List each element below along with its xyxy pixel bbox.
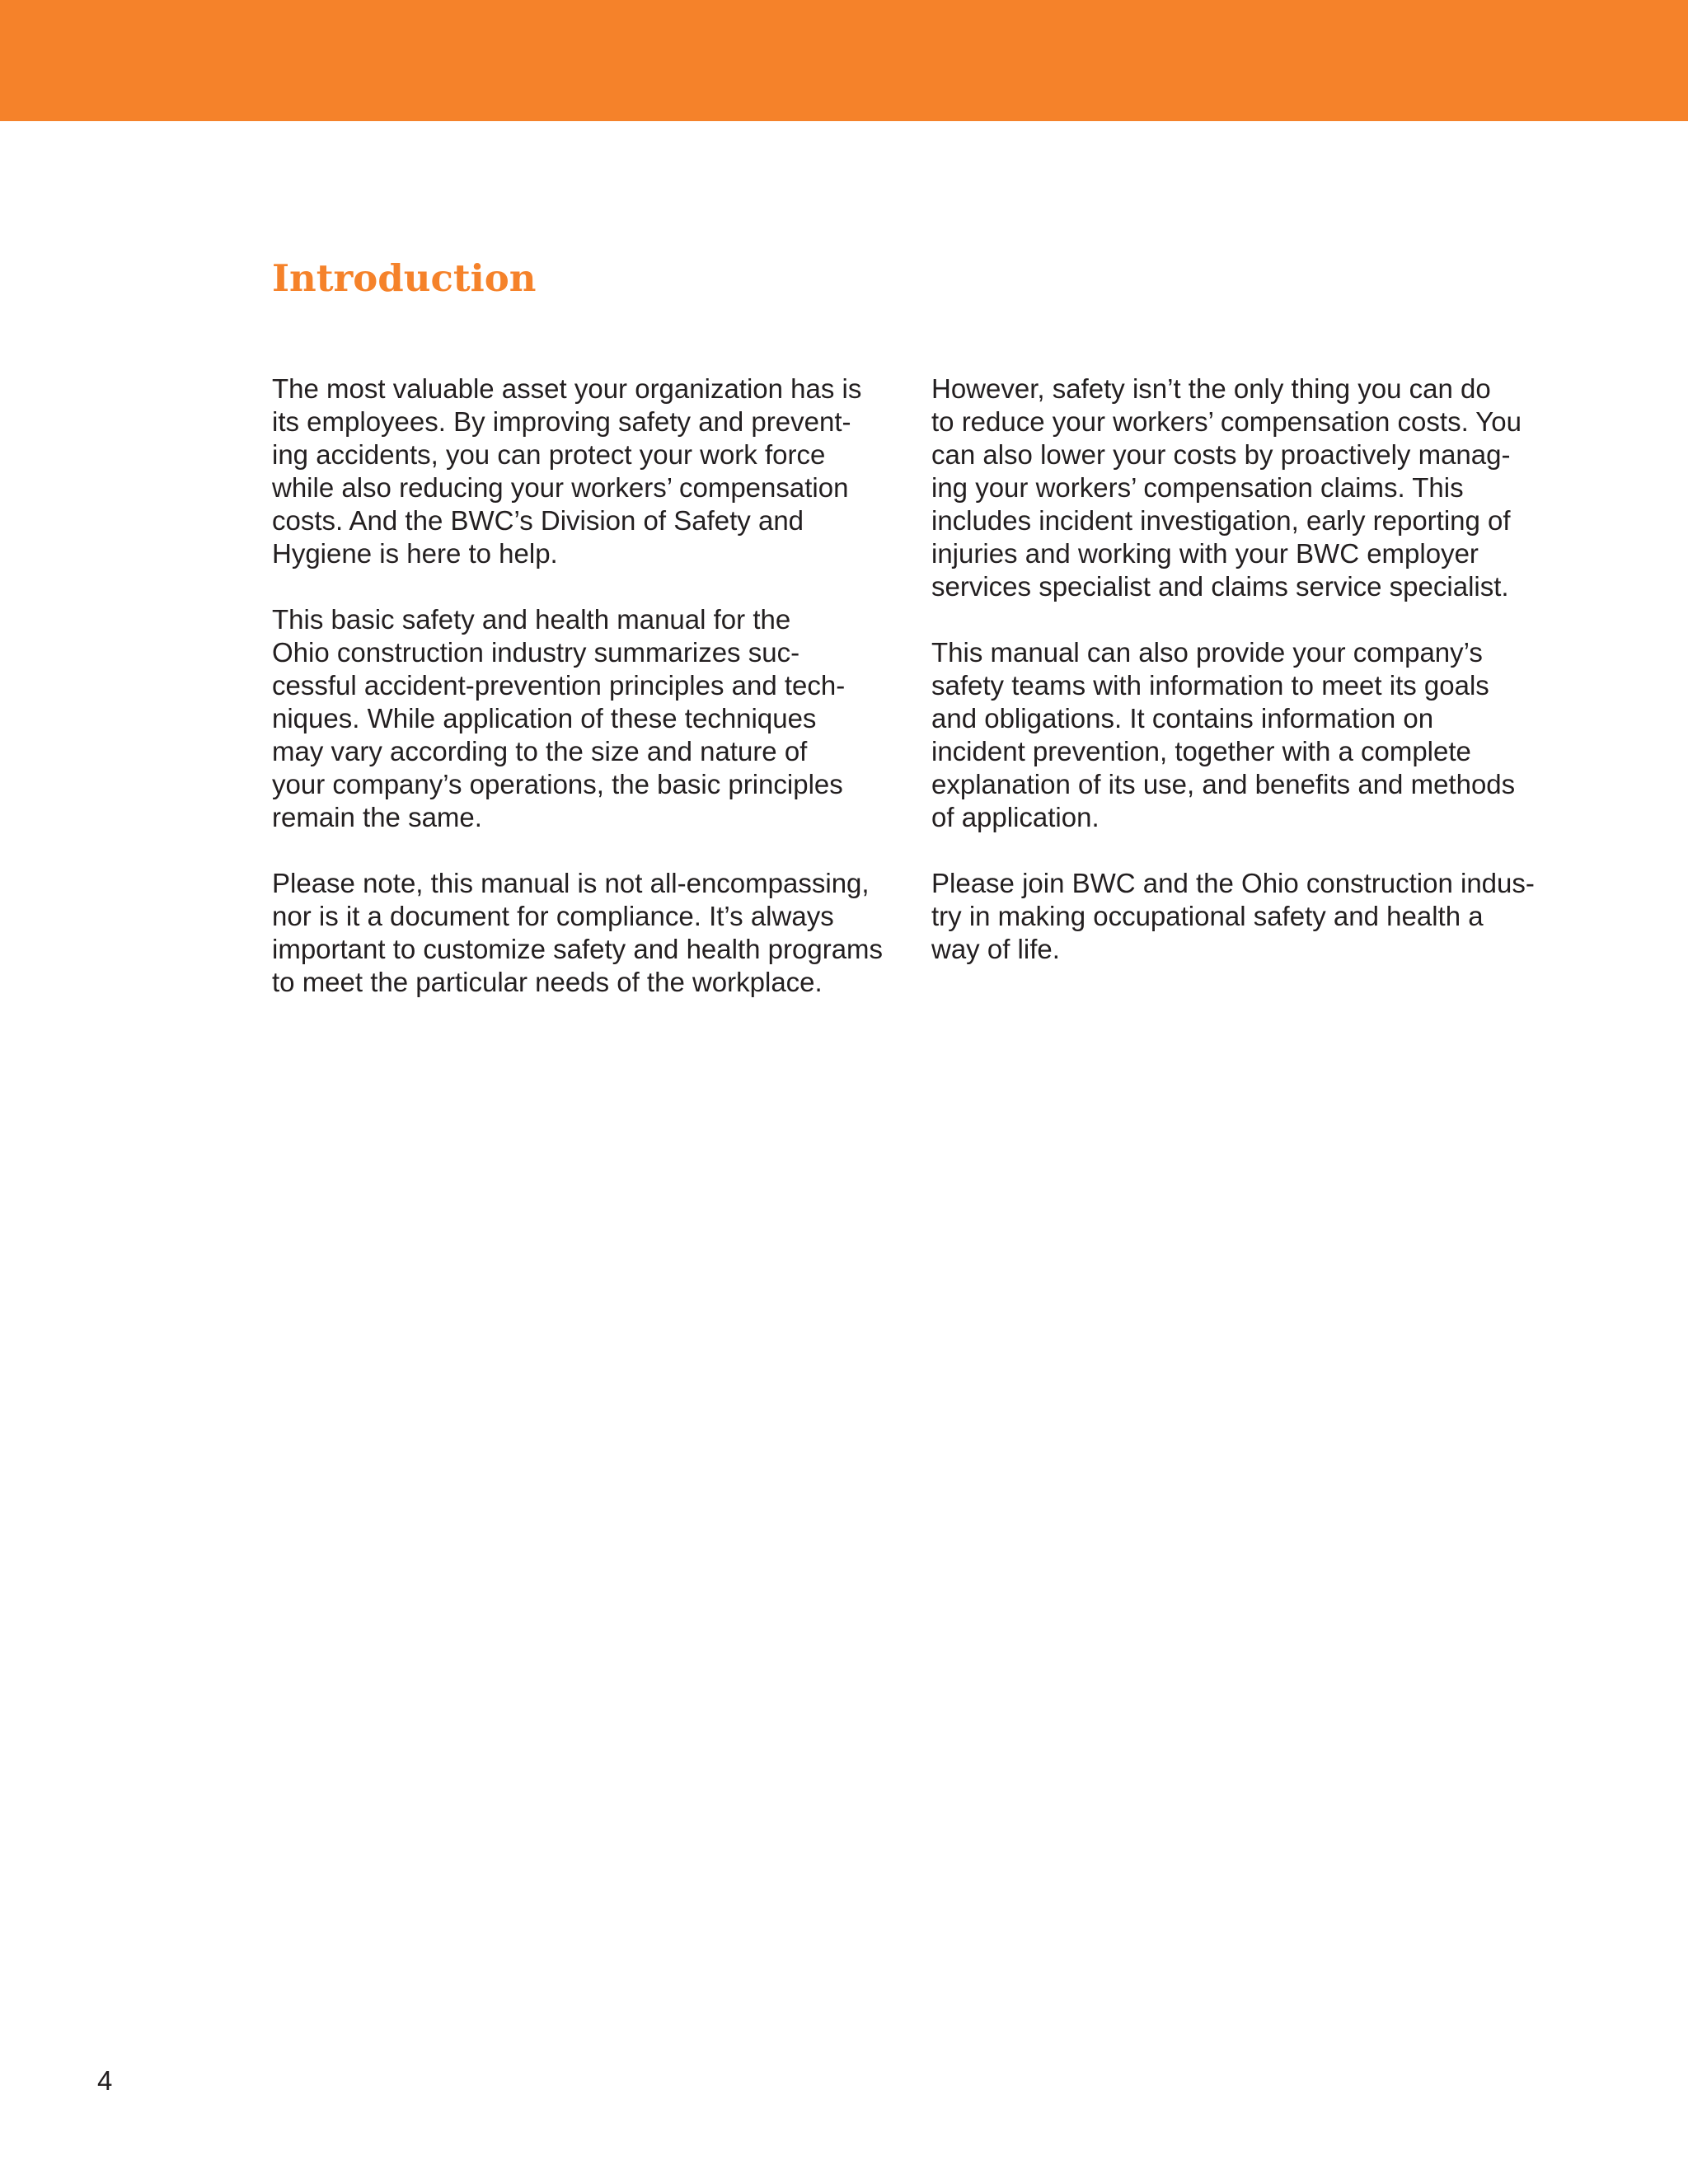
page-number: 4 — [97, 2065, 113, 2096]
left-column — [272, 373, 898, 1032]
paragraph-compliance-note: Please note, this manual is not all-encompassing, nor is it a document for compliance. It’s always important to customize safety and health programs to meet the particular needs of the workplace. — [272, 868, 884, 997]
header-band — [0, 0, 1688, 121]
paragraph-valuable-asset: The most valuable asset your organization has is its employees. By improving safety and prevent- ing accidents, you can protect your work force while also reducing your workers’ compensation costs. And the BWC’s Division of Safety and Hygiene is here to help. — [272, 373, 862, 569]
paragraph-join-bwc: Please join BWC and the Ohio construction indus- try in making occupational safety and health a way of life. — [931, 868, 1535, 964]
right-column — [931, 373, 1558, 999]
page-title: Introduction — [272, 256, 537, 300]
paragraph-manual-summary: This basic safety and health manual for the Ohio construction industry summarizes suc- cessful accident-prevention principles and tech- niques. While application of these techniques may vary according to the size and nature of your company’s operations, the basic principles remain the same. — [272, 604, 846, 832]
paragraph-claims-management: However, safety isn’t the only thing you can do to reduce your workers’ compensation costs. You can also lower your costs by proactively manag- ing your workers’ compensation claims. This includes incident investigation, early reporting of injuries and working with your BWC employer services specialist and claims service specialist. — [931, 373, 1522, 602]
paragraph-safety-teams: This manual can also provide your company’s safety teams with information to meet its goals and obligations. It contains information on incident prevention, together with a complete explanation of its use, and benefits and methods of application. — [931, 637, 1516, 832]
